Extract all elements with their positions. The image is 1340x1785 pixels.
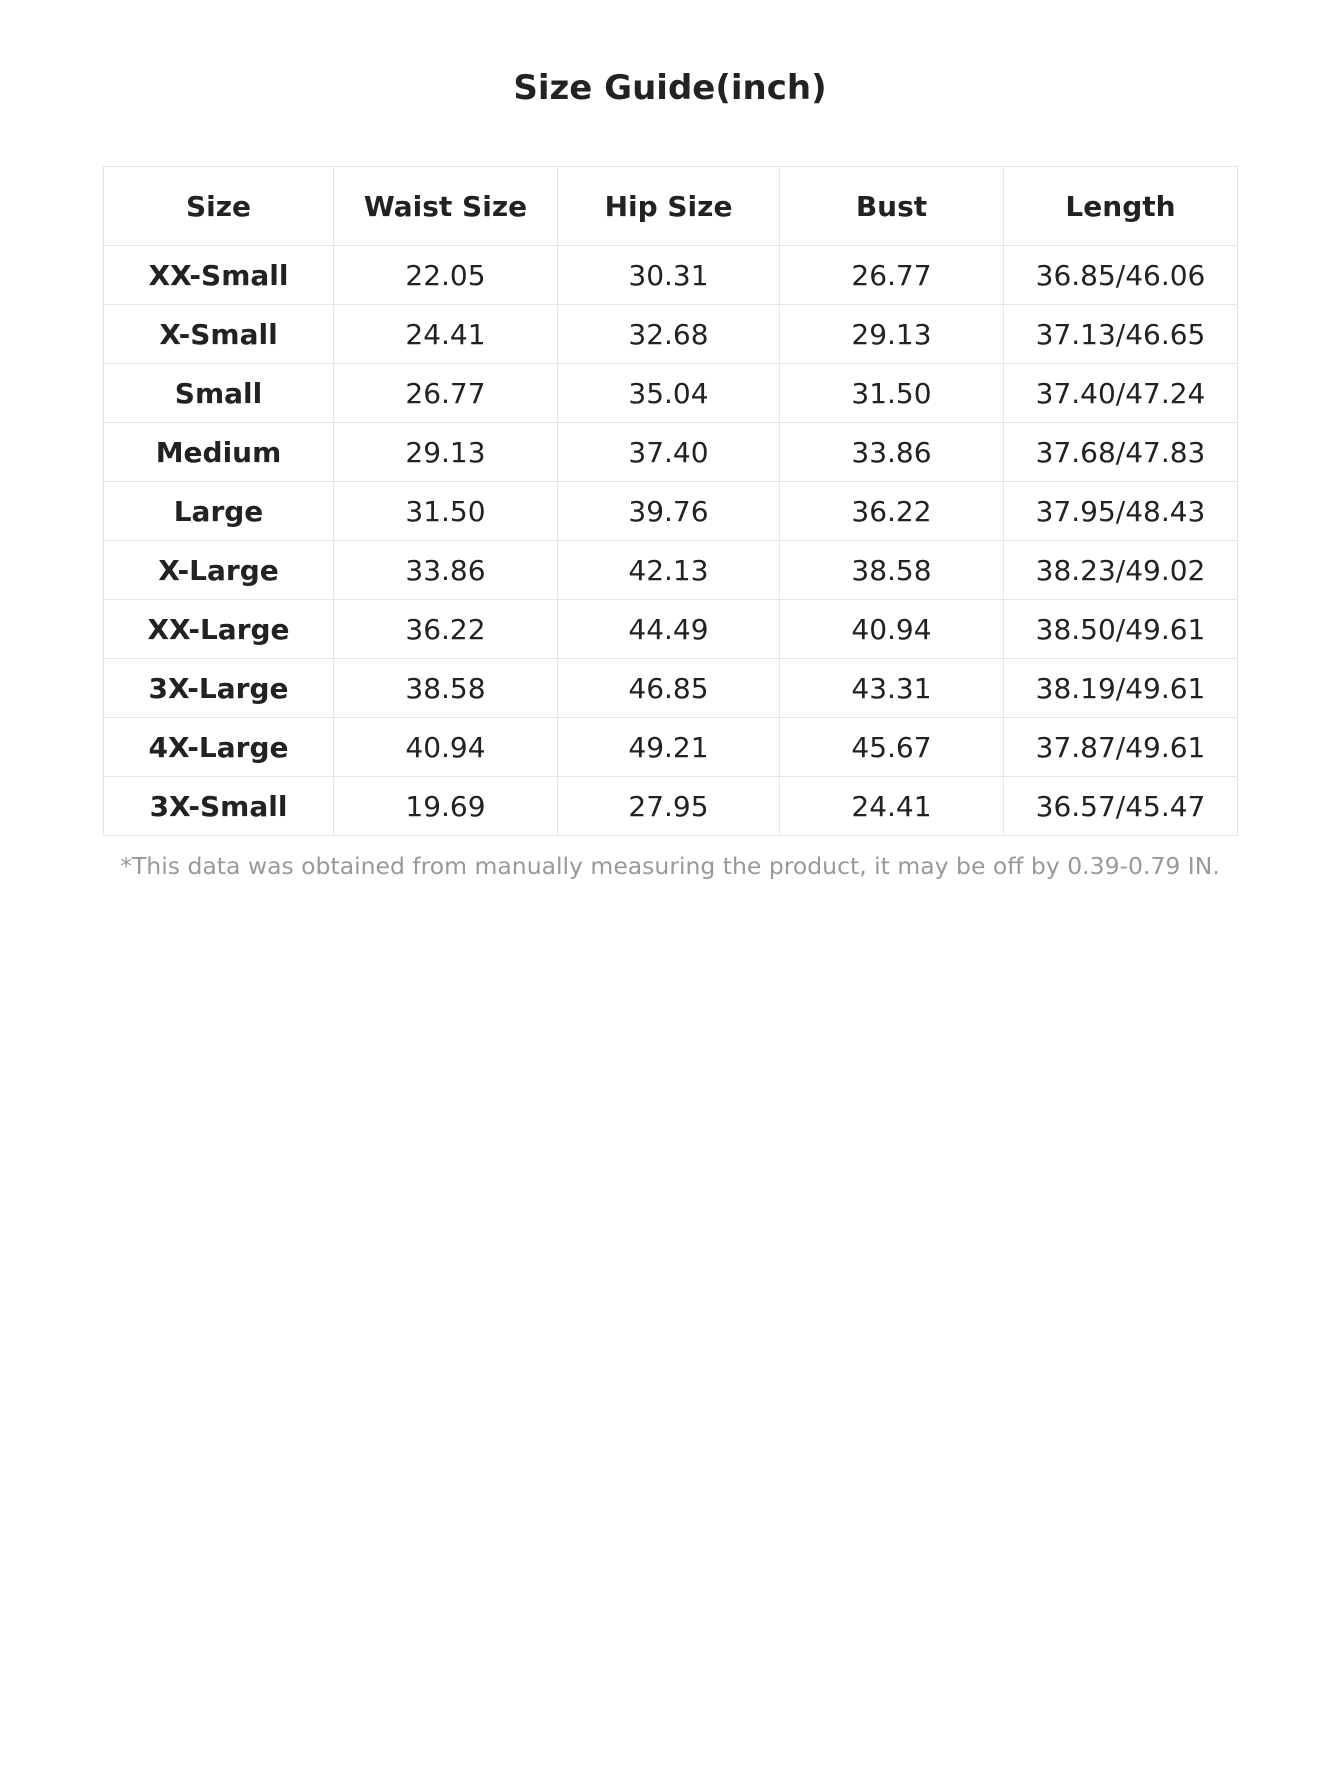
length-cell: 37.87/49.61 xyxy=(1004,718,1238,777)
table-row xyxy=(104,305,1238,364)
size-cell: 3X-Large xyxy=(104,659,334,718)
header-hip-size: Hip Size xyxy=(558,167,780,246)
bust-cell: 43.31 xyxy=(780,659,1004,718)
hip-cell: 35.04 xyxy=(558,364,780,423)
length-cell: 37.95/48.43 xyxy=(1004,482,1238,541)
length-cell: 37.40/47.24 xyxy=(1004,364,1238,423)
table-row xyxy=(104,482,1238,541)
hip-cell: 27.95 xyxy=(558,777,780,836)
bust-cell: 45.67 xyxy=(780,718,1004,777)
waist-cell: 29.13 xyxy=(334,423,558,482)
bust-cell: 29.13 xyxy=(780,305,1004,364)
length-cell: 38.50/49.61 xyxy=(1004,600,1238,659)
waist-cell: 24.41 xyxy=(334,305,558,364)
header-waist-size: Waist Size xyxy=(334,167,558,246)
waist-cell: 33.86 xyxy=(334,541,558,600)
table-row xyxy=(104,600,1238,659)
table-row xyxy=(104,541,1238,600)
waist-cell: 36.22 xyxy=(334,600,558,659)
hip-cell: 32.68 xyxy=(558,305,780,364)
bust-cell: 26.77 xyxy=(780,246,1004,305)
length-cell: 36.57/45.47 xyxy=(1004,777,1238,836)
size-cell: XX-Large xyxy=(104,600,334,659)
size-cell: Medium xyxy=(104,423,334,482)
page-title: Size Guide(inch) xyxy=(513,68,827,108)
length-cell: 38.19/49.61 xyxy=(1004,659,1238,718)
measurement-note: *This data was obtained from manually measuring the product, it may be off by 0.39-0.79 IN. xyxy=(120,852,1220,880)
length-cell: 37.13/46.65 xyxy=(1004,305,1238,364)
table-row xyxy=(104,423,1238,482)
hip-cell: 30.31 xyxy=(558,246,780,305)
hip-cell: 49.21 xyxy=(558,718,780,777)
waist-cell: 31.50 xyxy=(334,482,558,541)
table-row xyxy=(104,659,1238,718)
table-row xyxy=(104,364,1238,423)
size-cell: X-Large xyxy=(104,541,334,600)
header-bust: Bust xyxy=(780,167,1004,246)
size-cell: XX-Small xyxy=(104,246,334,305)
bust-cell: 40.94 xyxy=(780,600,1004,659)
bust-cell: 33.86 xyxy=(780,423,1004,482)
waist-cell: 19.69 xyxy=(334,777,558,836)
length-cell: 37.68/47.83 xyxy=(1004,423,1238,482)
length-cell: 36.85/46.06 xyxy=(1004,246,1238,305)
size-cell: 3X-Small xyxy=(104,777,334,836)
header-size: Size xyxy=(104,167,334,246)
header-length: Length xyxy=(1004,167,1238,246)
table-row xyxy=(104,777,1238,836)
size-table xyxy=(103,166,1238,836)
table-row xyxy=(104,718,1238,777)
table-header-row xyxy=(104,167,1238,246)
hip-cell: 44.49 xyxy=(558,600,780,659)
size-cell: Small xyxy=(104,364,334,423)
waist-cell: 26.77 xyxy=(334,364,558,423)
hip-cell: 46.85 xyxy=(558,659,780,718)
hip-cell: 37.40 xyxy=(558,423,780,482)
waist-cell: 40.94 xyxy=(334,718,558,777)
hip-cell: 39.76 xyxy=(558,482,780,541)
size-cell: X-Small xyxy=(104,305,334,364)
length-cell: 38.23/49.02 xyxy=(1004,541,1238,600)
table-row xyxy=(104,246,1238,305)
bust-cell: 31.50 xyxy=(780,364,1004,423)
bust-cell: 24.41 xyxy=(780,777,1004,836)
size-cell: Large xyxy=(104,482,334,541)
waist-cell: 38.58 xyxy=(334,659,558,718)
bust-cell: 38.58 xyxy=(780,541,1004,600)
size-cell: 4X-Large xyxy=(104,718,334,777)
waist-cell: 22.05 xyxy=(334,246,558,305)
hip-cell: 42.13 xyxy=(558,541,780,600)
bust-cell: 36.22 xyxy=(780,482,1004,541)
